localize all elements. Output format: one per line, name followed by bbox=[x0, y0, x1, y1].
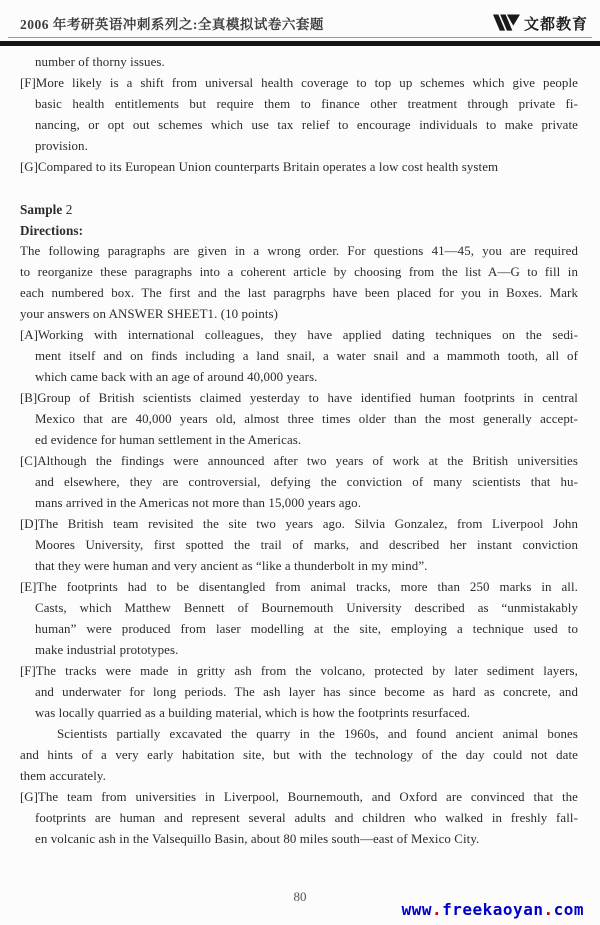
text-line: and hints of a very early habitation site, but with the technology of the day could not date bbox=[20, 748, 578, 762]
option-text: The footprints had to be disentangled from animal tracks, more than 250 marks in all. bbox=[36, 580, 578, 594]
plain-block bbox=[20, 241, 578, 325]
text-line: Mexico that are 40,000 years old, almost three times older than the most generally accept- bbox=[35, 412, 578, 426]
option-text: Compared to its European Union counterparts Britain operates a low cost health system bbox=[37, 160, 499, 174]
watermark-segment: com bbox=[553, 900, 584, 919]
option-text: The team from universities in Liverpool, Bournemouth, and Oxford are convinced that the bbox=[37, 790, 578, 804]
text-line: basic health entitlements but require them to finance other treatment through private fi- bbox=[35, 97, 578, 111]
text-line bbox=[20, 73, 578, 94]
text-line bbox=[20, 577, 578, 598]
option-label: [D] bbox=[20, 517, 38, 531]
text-line bbox=[20, 661, 578, 682]
text-line: to reorganize these paragraphs into a coherent article by choosing from the list A—G to fill in bbox=[20, 265, 578, 279]
text-line: provision. bbox=[35, 139, 88, 153]
option-text: Working with international colleagues, they have applied dating techniques on the sedi- bbox=[37, 328, 578, 342]
text-line: was locally quarried as a building material, which is how the footprints resurfaced. bbox=[35, 706, 471, 720]
text-line: make industrial prototypes. bbox=[35, 643, 179, 657]
heading-block bbox=[20, 220, 578, 241]
list-item-g bbox=[20, 787, 578, 850]
option-label: [E] bbox=[20, 580, 37, 594]
text-line: which came back with an age of around 40,000 years. bbox=[35, 370, 318, 384]
text-line: and elsewhere, they are controversial, defying the conviction of many scientists that hu- bbox=[35, 475, 578, 489]
page-number: 80 bbox=[293, 889, 307, 904]
option-label: [B] bbox=[20, 391, 38, 405]
text-line: en volcanic ash in the Valsequillo Basin, about 80 miles south—east of Mexico City. bbox=[35, 832, 480, 846]
text-line: Scientists partially excavated the quarry in the 1960s, and found ancient animal bones bbox=[57, 727, 578, 741]
text-line bbox=[20, 388, 578, 409]
list-item-f bbox=[20, 73, 578, 157]
option-text: Group of British scientists claimed yesterday to have identified human footprints in central bbox=[37, 391, 578, 405]
text-line: Casts, which Matthew Bennett of Bournemouth University described as “unmistakably bbox=[35, 601, 578, 615]
text-line: each numbered box. The first and the last paragrphs have been placed for you in Boxes. Mark bbox=[20, 286, 578, 300]
publisher-brand bbox=[493, 13, 588, 34]
watermark-segment: freekaoyan bbox=[442, 900, 544, 919]
option-label: [G] bbox=[20, 160, 38, 174]
page-header bbox=[20, 10, 588, 36]
heading-block bbox=[20, 199, 578, 220]
text-line: that they were human and very ancient as “like a thunderbolt in my mind”. bbox=[35, 559, 428, 573]
list-item-a bbox=[20, 325, 578, 388]
text-line: nancing, or opt out schemes which use tax relief to encourage individuals to make private bbox=[35, 118, 578, 132]
option-label: [F] bbox=[20, 664, 36, 678]
option-label: [G] bbox=[20, 790, 38, 804]
heading-bold-text: Directions: bbox=[20, 223, 84, 238]
watermark-url bbox=[402, 900, 584, 919]
list-item-f bbox=[20, 661, 578, 724]
option-text: The British team revisited the site two years ago. Silvia Gonzalez, from Liverpool John bbox=[37, 517, 578, 531]
watermark-segment: www bbox=[401, 900, 432, 919]
header-rule-thin bbox=[8, 37, 592, 38]
text-line: mans arrived in the Americas not more than 15,000 years ago. bbox=[35, 496, 362, 510]
option-text: Although the findings were announced after two years of work at the British universities bbox=[37, 454, 578, 468]
text-line: The following paragraphs are given in a wrong order. For questions 41—45, you are required bbox=[20, 244, 578, 258]
list-item-b bbox=[20, 388, 578, 451]
brand-name: 文都教育 bbox=[523, 16, 588, 33]
text-line: number of thorny issues. bbox=[35, 55, 165, 69]
list-item-g bbox=[20, 157, 578, 178]
text-line: and underwater for long periods. The ash layer has since become as hard as concrete, and bbox=[35, 685, 578, 699]
list-item-e bbox=[20, 577, 578, 661]
option-label: [A] bbox=[20, 328, 38, 342]
option-text: The tracks were made in gritty ash from the volcano, protected by later sediment layers, bbox=[35, 664, 578, 678]
option-text: More likely is a shift from universal health coverage to top up schemes which give people bbox=[35, 76, 578, 90]
header-rule-thick bbox=[0, 41, 600, 46]
text-line: Moores University, first spotted the trail of marks, and described her instant conviction bbox=[35, 538, 578, 552]
text-line: your answers on ANSWER SHEET1. (10 points) bbox=[20, 307, 279, 321]
text-line: ed evidence for human settlement in the Americas. bbox=[35, 433, 302, 447]
text-line bbox=[20, 787, 578, 808]
text-blocks bbox=[20, 52, 578, 850]
text-line: human” were produced from laser modelling at the site, employing a technique used to bbox=[35, 622, 578, 636]
cont-block bbox=[20, 52, 578, 73]
text-line: ment itself and on finds including a land snail, a water snail and a mammoth tooth, all of bbox=[35, 349, 578, 363]
wendu-logo-icon bbox=[493, 14, 520, 32]
heading-rest-text: 2 bbox=[62, 202, 73, 217]
option-label: [C] bbox=[20, 454, 38, 468]
text-line bbox=[20, 325, 578, 346]
text-line bbox=[20, 514, 578, 535]
text-line bbox=[20, 451, 578, 472]
watermark-segment: . bbox=[543, 900, 554, 919]
heading-bold-text: Sample bbox=[20, 202, 63, 217]
option-label: [F] bbox=[20, 76, 36, 90]
text-line: footprints are human and represent several adults and children who walked in freshly fall- bbox=[35, 811, 578, 825]
watermark-segment: . bbox=[431, 900, 443, 919]
text-line: them accurately. bbox=[20, 769, 106, 783]
text-line bbox=[20, 157, 578, 178]
list-item-c bbox=[20, 451, 578, 514]
plain-block bbox=[20, 724, 578, 787]
series-title: 2006 年考研英语冲刺系列之:全真模拟试卷六套题 bbox=[20, 17, 324, 32]
list-item-d bbox=[20, 514, 578, 577]
